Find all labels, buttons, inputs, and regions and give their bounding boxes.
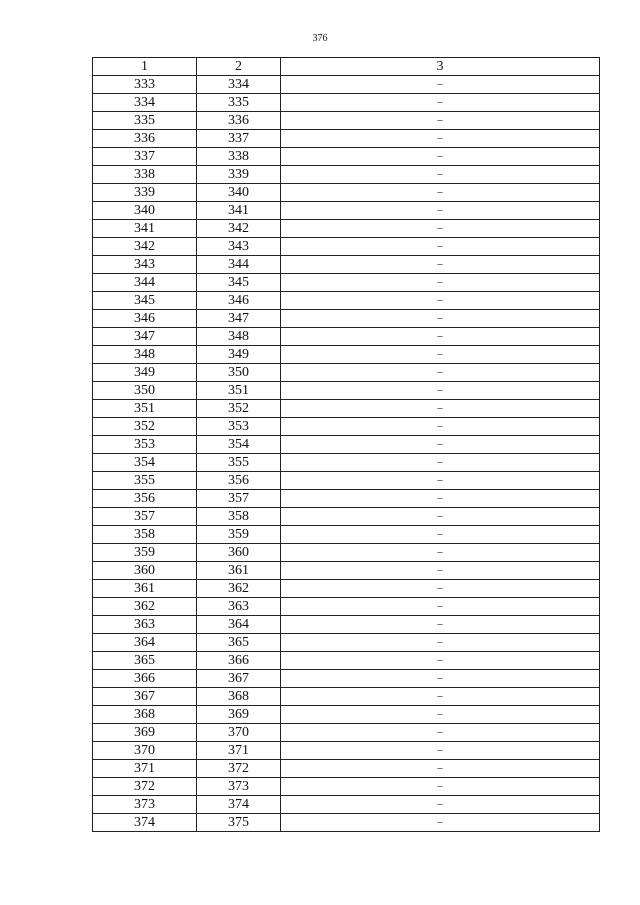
table-cell-col-2: 372 [197,760,281,778]
table-cell-col-1: 359 [93,544,197,562]
table-cell-col-3: – [281,382,600,400]
table-cell-col-2: 358 [197,508,281,526]
table-cell-col-1: 343 [93,256,197,274]
table-row [93,508,600,526]
table-cell-col-3: – [281,238,600,256]
data-table [92,57,600,832]
table-row [93,364,600,382]
table-row [93,76,600,94]
table-row [93,382,600,400]
table-cell-col-1: 337 [93,148,197,166]
table-row [93,562,600,580]
table-cell-col-2: 357 [197,490,281,508]
table-cell-col-2: 345 [197,274,281,292]
table-cell-col-2: 344 [197,256,281,274]
table-row [93,814,600,832]
table-cell-col-2: 353 [197,418,281,436]
table-cell-col-3: – [281,418,600,436]
table-cell-col-1: 372 [93,778,197,796]
table-cell-col-3: – [281,724,600,742]
column-header-3: 3 [281,58,600,76]
table-cell-col-1: 349 [93,364,197,382]
table-row [93,328,600,346]
table-cell-col-3: – [281,274,600,292]
table-body [93,76,600,832]
table-row [93,94,600,112]
table-cell-col-2: 354 [197,436,281,454]
table-row [93,652,600,670]
header-row [93,58,600,76]
table-cell-col-2: 350 [197,364,281,382]
table-cell-col-2: 352 [197,400,281,418]
table-cell-col-2: 366 [197,652,281,670]
table-cell-col-1: 353 [93,436,197,454]
table-row [93,616,600,634]
table-cell-col-1: 347 [93,328,197,346]
table-cell-col-3: – [281,706,600,724]
table-cell-col-1: 344 [93,274,197,292]
column-header-1: 1 [93,58,197,76]
table-cell-col-2: 346 [197,292,281,310]
table-cell-col-3: – [281,94,600,112]
table-cell-col-2: 364 [197,616,281,634]
table-cell-col-2: 348 [197,328,281,346]
table-cell-col-3: – [281,796,600,814]
table-cell-col-2: 341 [197,202,281,220]
table-cell-col-1: 364 [93,634,197,652]
table-row [93,418,600,436]
table-row [93,184,600,202]
table-cell-col-1: 350 [93,382,197,400]
table-cell-col-2: 373 [197,778,281,796]
table-cell-col-3: – [281,472,600,490]
table-cell-col-3: – [281,148,600,166]
table-row [93,202,600,220]
table-cell-col-3: – [281,598,600,616]
table-cell-col-3: – [281,346,600,364]
table-cell-col-2: 375 [197,814,281,832]
table-cell-col-2: 365 [197,634,281,652]
table-cell-col-2: 374 [197,796,281,814]
table-cell-col-1: 366 [93,670,197,688]
table-cell-col-3: – [281,112,600,130]
table-cell-col-2: 371 [197,742,281,760]
column-header-2: 2 [197,58,281,76]
table-cell-col-3: – [281,220,600,238]
table-cell-col-1: 355 [93,472,197,490]
table-row [93,472,600,490]
table-cell-col-2: 369 [197,706,281,724]
table-cell-col-2: 343 [197,238,281,256]
table-cell-col-2: 338 [197,148,281,166]
table-cell-col-2: 340 [197,184,281,202]
table-cell-col-3: – [281,652,600,670]
table-cell-col-2: 339 [197,166,281,184]
table-cell-col-3: – [281,526,600,544]
table-row [93,436,600,454]
table-cell-col-2: 355 [197,454,281,472]
table-cell-col-3: – [281,76,600,94]
table-cell-col-1: 369 [93,724,197,742]
table-cell-col-2: 335 [197,94,281,112]
table-cell-col-3: – [281,454,600,472]
table-cell-col-3: – [281,688,600,706]
table-cell-col-1: 357 [93,508,197,526]
table-cell-col-3: – [281,562,600,580]
table-row [93,724,600,742]
table-cell-col-2: 349 [197,346,281,364]
table-cell-col-3: – [281,778,600,796]
table-row [93,490,600,508]
table-cell-col-2: 359 [197,526,281,544]
table-cell-col-3: – [281,328,600,346]
table-row [93,634,600,652]
table-cell-col-1: 354 [93,454,197,472]
table-cell-col-1: 358 [93,526,197,544]
table-cell-col-2: 337 [197,130,281,148]
table-cell-col-3: – [281,436,600,454]
table-cell-col-1: 367 [93,688,197,706]
table-cell-col-1: 361 [93,580,197,598]
table-cell-col-1: 335 [93,112,197,130]
table-cell-col-3: – [281,364,600,382]
table-cell-col-1: 360 [93,562,197,580]
table-cell-col-2: 361 [197,562,281,580]
table-cell-col-1: 339 [93,184,197,202]
table-cell-col-3: – [281,490,600,508]
table-row [93,688,600,706]
table-cell-col-2: 370 [197,724,281,742]
table-cell-col-3: – [281,130,600,148]
table-cell-col-1: 356 [93,490,197,508]
table-row [93,148,600,166]
table-cell-col-1: 342 [93,238,197,256]
table-row [93,166,600,184]
table-cell-col-3: – [281,544,600,562]
table-row [93,598,600,616]
table-row [93,526,600,544]
table-cell-col-1: 351 [93,400,197,418]
table-cell-col-2: 367 [197,670,281,688]
table-cell-col-1: 373 [93,796,197,814]
table-cell-col-1: 333 [93,76,197,94]
table-cell-col-3: – [281,166,600,184]
table-cell-col-1: 338 [93,166,197,184]
table-cell-col-1: 336 [93,130,197,148]
table-cell-col-1: 362 [93,598,197,616]
table-cell-col-3: – [281,202,600,220]
table-cell-col-3: – [281,580,600,598]
table-cell-col-3: – [281,508,600,526]
table-row [93,670,600,688]
table-row [93,112,600,130]
table-cell-col-3: – [281,814,600,832]
table-cell-col-2: 360 [197,544,281,562]
page-number: 376 [312,33,328,44]
table-row [93,706,600,724]
table-cell-col-2: 363 [197,598,281,616]
table-cell-col-2: 351 [197,382,281,400]
table-cell-col-3: – [281,760,600,778]
table-cell-col-3: – [281,742,600,760]
table-cell-col-1: 340 [93,202,197,220]
table-header [93,58,600,76]
table-cell-col-1: 363 [93,616,197,634]
table-row [93,256,600,274]
table-cell-col-1: 365 [93,652,197,670]
table-row [93,760,600,778]
table-cell-col-1: 334 [93,94,197,112]
table-cell-col-1: 341 [93,220,197,238]
table-cell-col-2: 362 [197,580,281,598]
table-cell-col-1: 348 [93,346,197,364]
table-row [93,580,600,598]
table-cell-col-1: 346 [93,310,197,328]
table-row [93,454,600,472]
table-row [93,310,600,328]
table-row [93,220,600,238]
table-cell-col-3: – [281,184,600,202]
table-row [93,274,600,292]
table-cell-col-3: – [281,616,600,634]
table-row [93,238,600,256]
table-cell-col-3: – [281,256,600,274]
table-row [93,292,600,310]
table-cell-col-1: 370 [93,742,197,760]
table-row [93,130,600,148]
table-cell-col-3: – [281,310,600,328]
table-cell-col-2: 347 [197,310,281,328]
table-cell-col-1: 371 [93,760,197,778]
table-cell-col-3: – [281,292,600,310]
table-row [93,796,600,814]
table-row [93,346,600,364]
table-cell-col-3: – [281,634,600,652]
table-cell-col-2: 342 [197,220,281,238]
table-cell-col-1: 352 [93,418,197,436]
table-cell-col-3: – [281,400,600,418]
table-cell-col-2: 334 [197,76,281,94]
table-row [93,400,600,418]
table-cell-col-3: – [281,670,600,688]
table-cell-col-1: 368 [93,706,197,724]
table-row [93,778,600,796]
table-cell-col-2: 356 [197,472,281,490]
table-cell-col-2: 336 [197,112,281,130]
table-row [93,742,600,760]
table-cell-col-2: 368 [197,688,281,706]
table-row [93,544,600,562]
table-cell-col-1: 345 [93,292,197,310]
table-cell-col-1: 374 [93,814,197,832]
